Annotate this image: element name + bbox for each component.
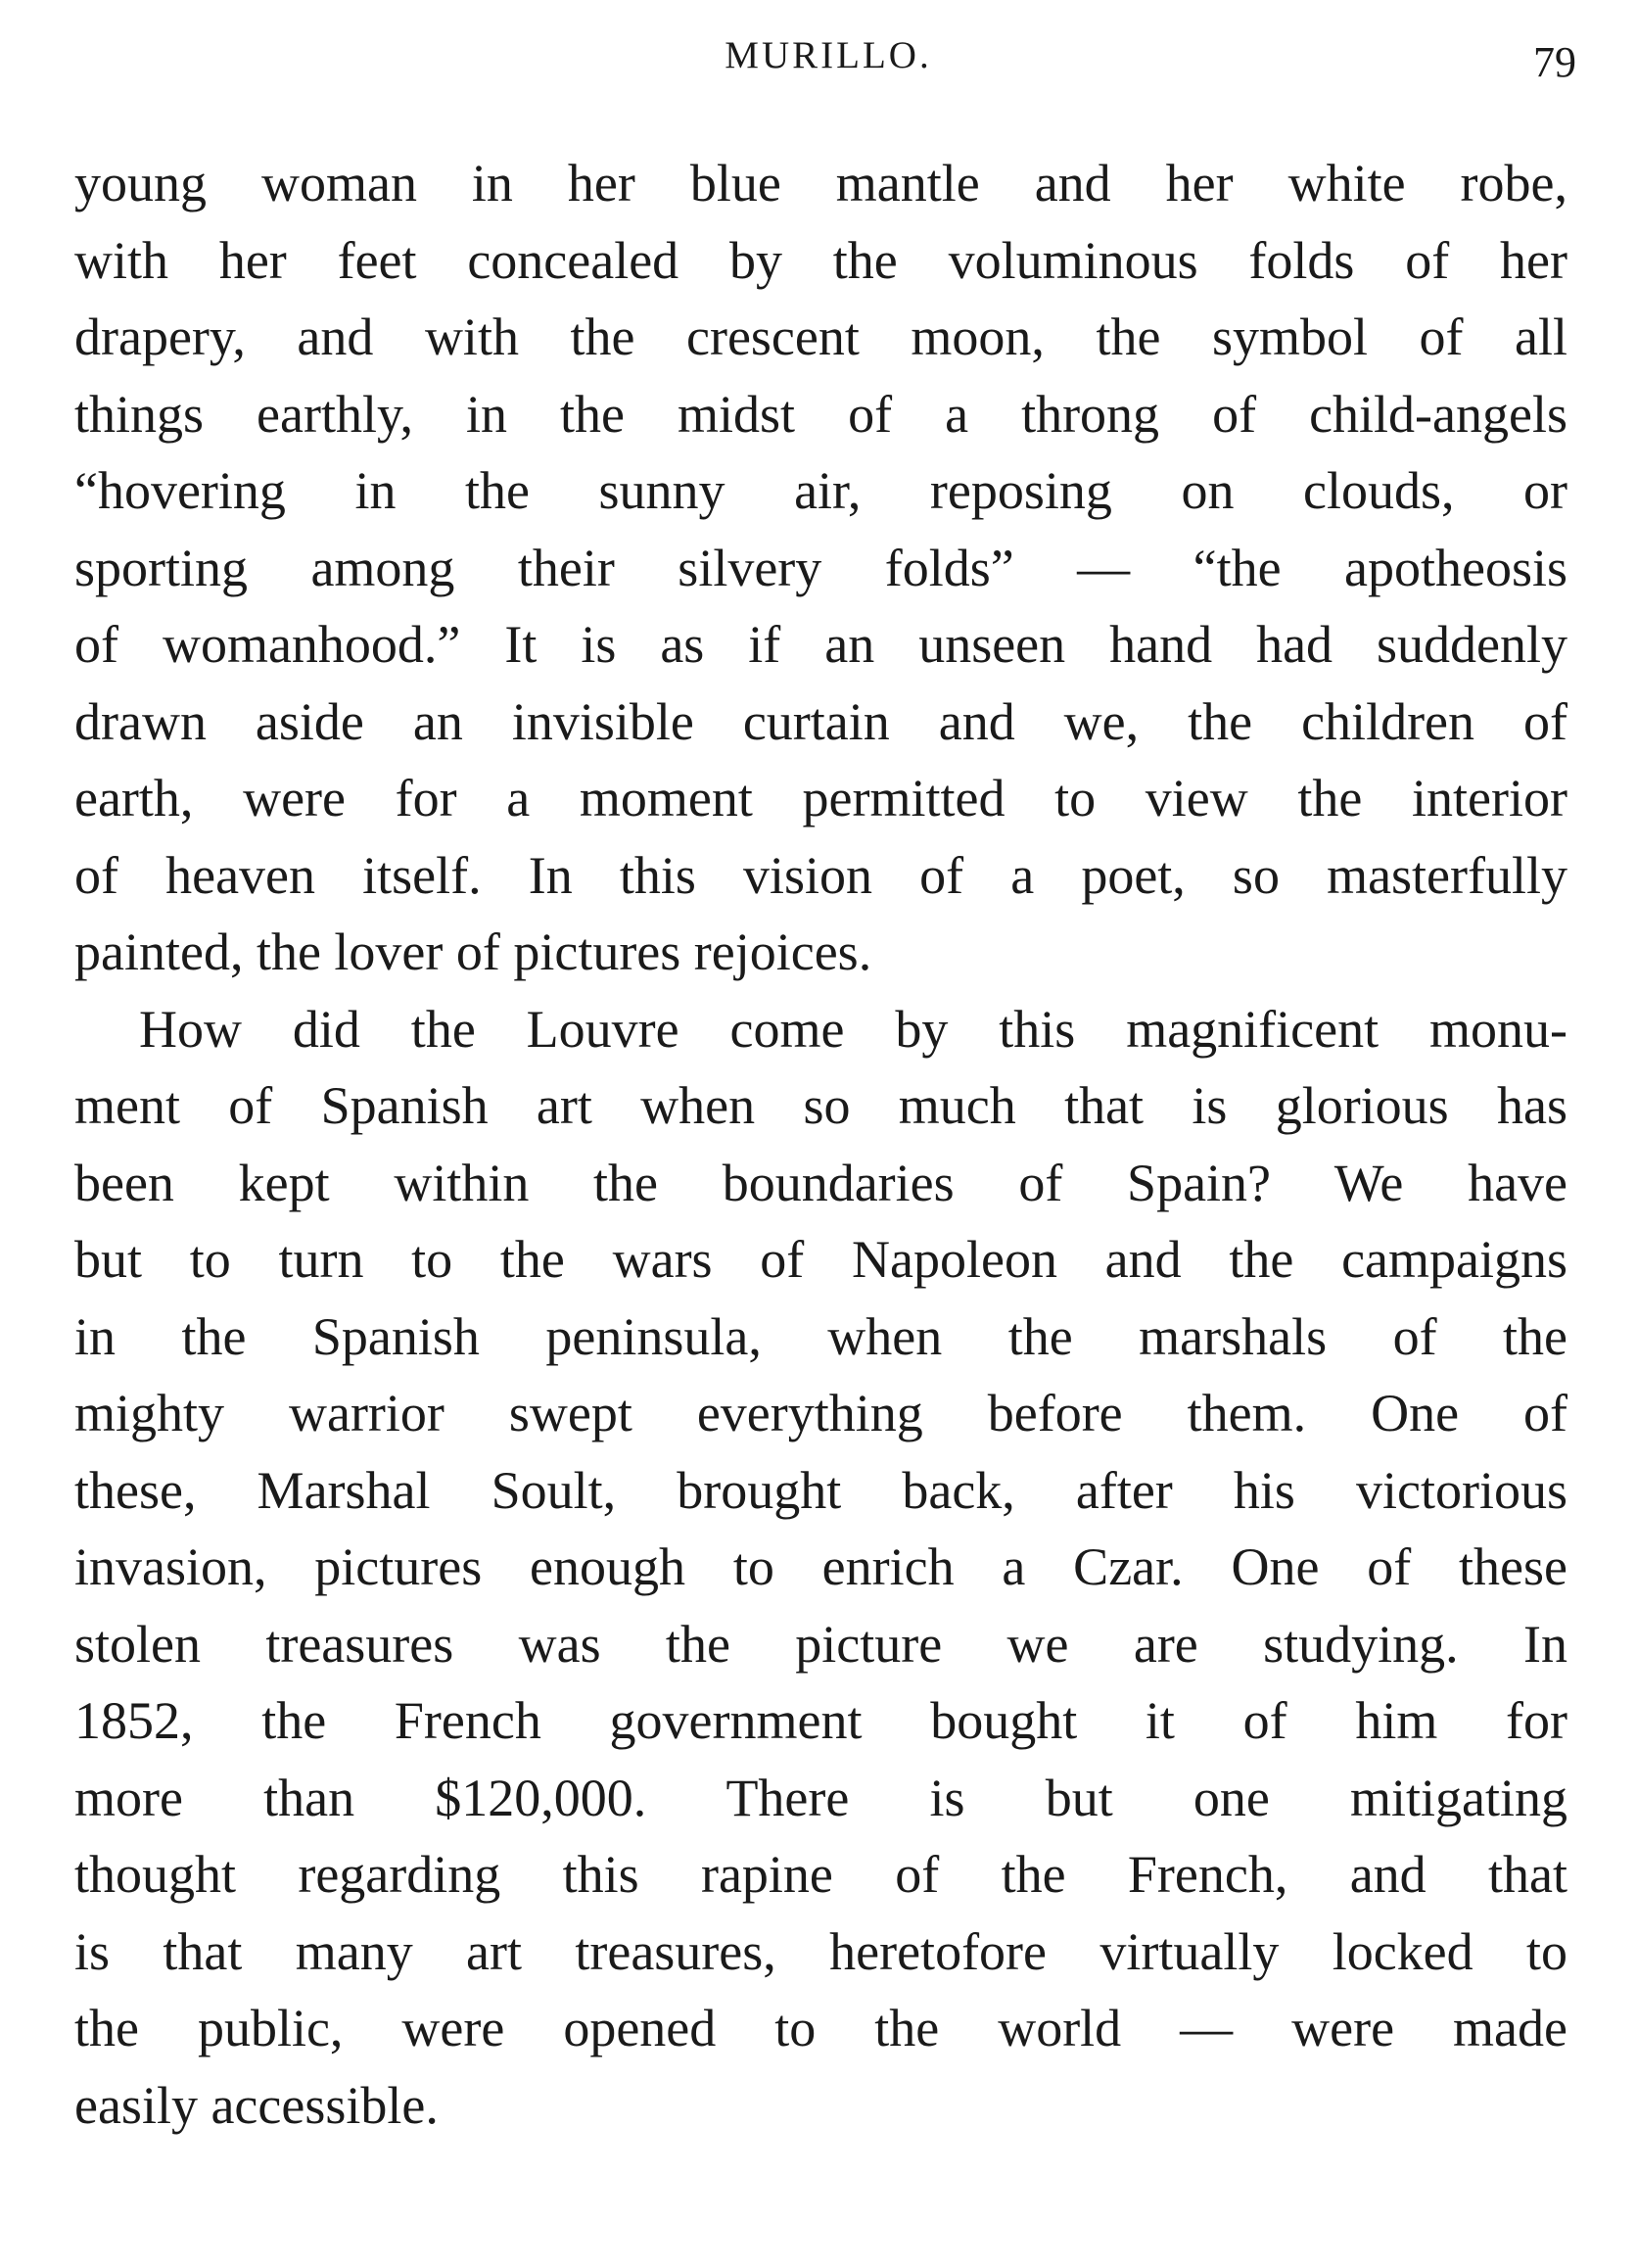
text-line: invasion, pictures enough to enrich a Czar. One of these [74,1537,1567,1596]
text-line: been kept within the boundaries of Spain? We have [74,1153,1567,1212]
text-line: the public, were opened to the world — were made [74,1999,1567,2057]
text-line: is that many art treasures, heretofore virtually locked to [74,1921,1567,1981]
paragraph-1 [74,145,1567,991]
text-line: with her feet concealed by the voluminous folds of her [74,230,1567,290]
text-line: things earthly, in the midst of a throng of child-angels [74,384,1567,444]
running-title: MURILLO. [725,34,932,76]
text-line: in the Spanish peninsula, when the marshals of the [74,1306,1567,1366]
text-line: of womanhood.” It is as if an unseen hand had suddenly [74,615,1567,674]
body-text [74,145,1567,2144]
paragraph-2 [74,991,1567,2145]
text-line: stolen treasures was the picture we are studying. In [74,1614,1567,1674]
text-line: young woman in her blue mantle and her white robe, [74,154,1567,213]
text-line: 1852, the French government bought it of him for [74,1691,1567,1750]
text-line: easily accessible. [74,2075,439,2135]
text-line: these, Marshal Soult, brought back, after his victorious [74,1460,1567,1520]
text-line: drawn aside an invisible curtain and we, the children of [74,691,1567,751]
page-number: 79 [1533,38,1576,86]
text-line: “hovering in the sunny air, reposing on clouds, or [74,461,1567,520]
text-line: thought regarding this rapine of the French, and that [74,1845,1567,1904]
text-line: but to turn to the wars of Napoleon and the campaigns [74,1230,1567,1289]
text-line: of heaven itself. In this vision of a poet, so masterfully [74,845,1567,905]
text-line: earth, were for a moment permitted to view the interior [74,769,1567,827]
text-line: sporting among their silvery folds” — “the apotheosis [74,538,1567,597]
text-line: ment of Spanish art when so much that is glorious has [74,1076,1567,1135]
text-line: painted, the lover of pictures rejoices. [74,922,872,981]
text-line: mighty warrior swept everything before them. One of [74,1384,1567,1442]
running-head [0,25,1637,84]
text-line: drapery, and with the crescent moon, the symbol of all [74,307,1567,366]
text-line: more than $120,000. There is but one mitigating [74,1768,1567,1827]
text-line: How did the Louvre come by this magnificent monu- [139,999,1567,1059]
